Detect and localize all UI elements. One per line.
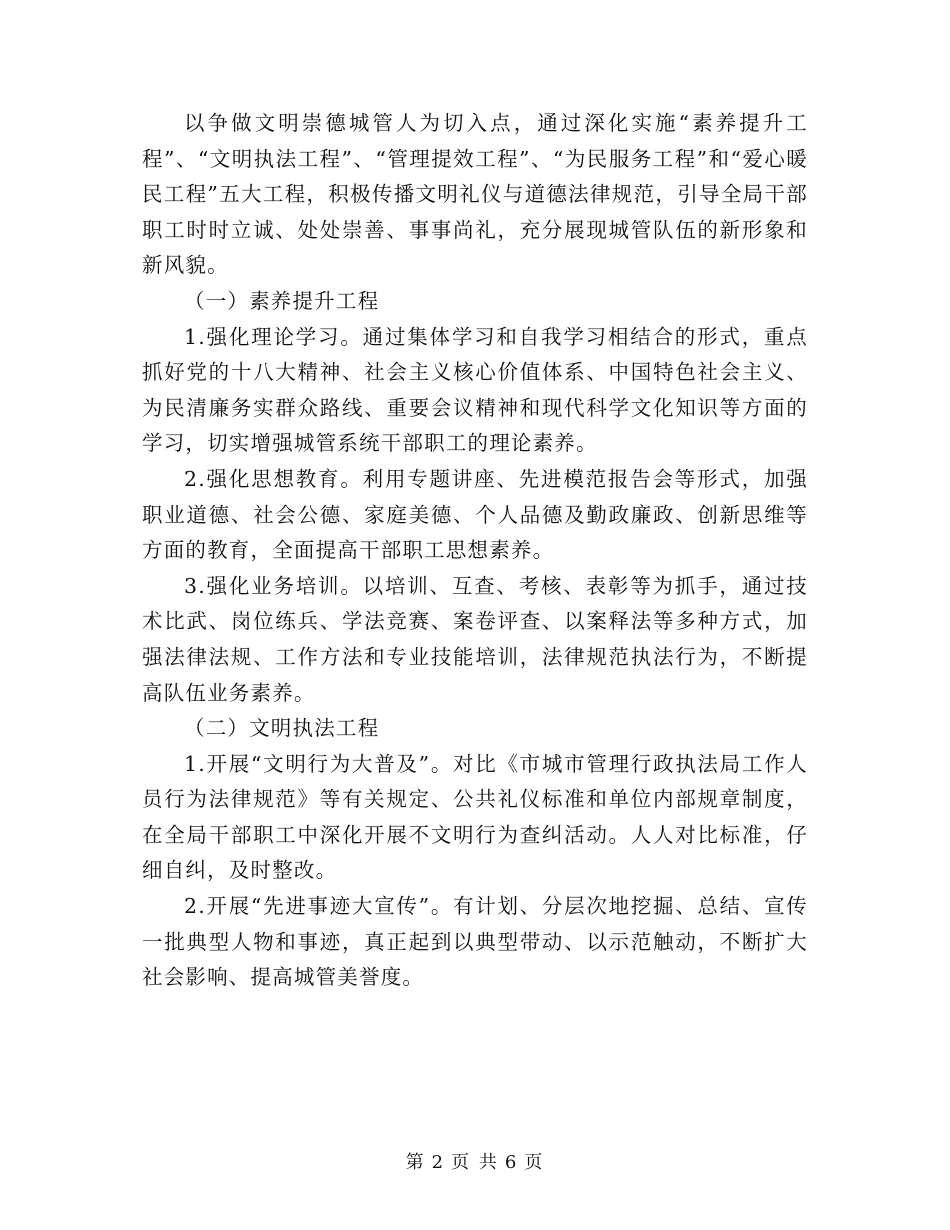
- paragraph-advanced-deeds: 2.开展“先进事迹大宣传”。有计划、分层次地挖掘、总结、宣传一批典型人物和事迹，真正起到以典型带动、以示范触动，不断扩大社会影响、提高城管美誉度。: [142, 894, 808, 990]
- document-body: [142, 106, 808, 996]
- page-footer: [0, 1148, 950, 1174]
- footer-middle: 页 共: [451, 1152, 499, 1173]
- intro-paragraph: 以争做文明崇德城管人为切入点，通过深化实施“素养提升工程”、“文明执法工程”、“管理提效工程”、“为民服务工程”和“爱心暖民工程”五大工程，积极传播文明礼仪与道德法律规范，引导全局干部职工时时立诚、处处崇善、事事尚礼，充分展现城管队伍的新形象和新风貌。: [142, 111, 808, 278]
- paragraph-ideological-education: 2.强化思想教育。利用专题讲座、先进模范报告会等形式，加强职业道德、社会公德、家庭美德、个人品德及勤政廉政、创新思维等方面的教育，全面提高干部职工思想素养。: [142, 466, 808, 563]
- paragraph-civilized-behavior: 1.开展“文明行为大普及”。对比《市城市管理行政执法局工作人员行为法律规范》等有关规定、公共礼仪标准和单位内部规章制度，在全局干部职工中深化开展不文明行为查纠活动。人人对比标准，仔细自纠，及时整改。: [142, 751, 808, 883]
- footer-suffix: 页: [524, 1152, 545, 1173]
- section-heading-literacy: （一）素养提升工程: [184, 288, 380, 313]
- section-heading-civilized-enforcement: （二）文明执法工程: [184, 716, 380, 741]
- footer-prefix: 第: [405, 1152, 426, 1173]
- footer-page-number: 2: [431, 1152, 446, 1173]
- paragraph-business-training: 3.强化业务培训。以培训、互查、考核、表彰等为抓手，通过技术比武、岗位练兵、学法竞赛、案卷评查、以案释法等多种方式，加强法律法规、工作方法和专业技能培训，法律规范执法行为，不断提高队伍业务素养。: [142, 573, 808, 705]
- paragraph-theory-study: 1.强化理论学习。通过集体学习和自我学习相结合的形式，重点抓好党的十八大精神、社会主义核心价值体系、中国特色社会主义、为民清廉务实群众路线、重要会议精神和现代科学文化知识等方面的学习，切实增强城管系统干部职工的理论素养。: [142, 324, 808, 456]
- footer-total-pages: 6: [504, 1152, 519, 1173]
